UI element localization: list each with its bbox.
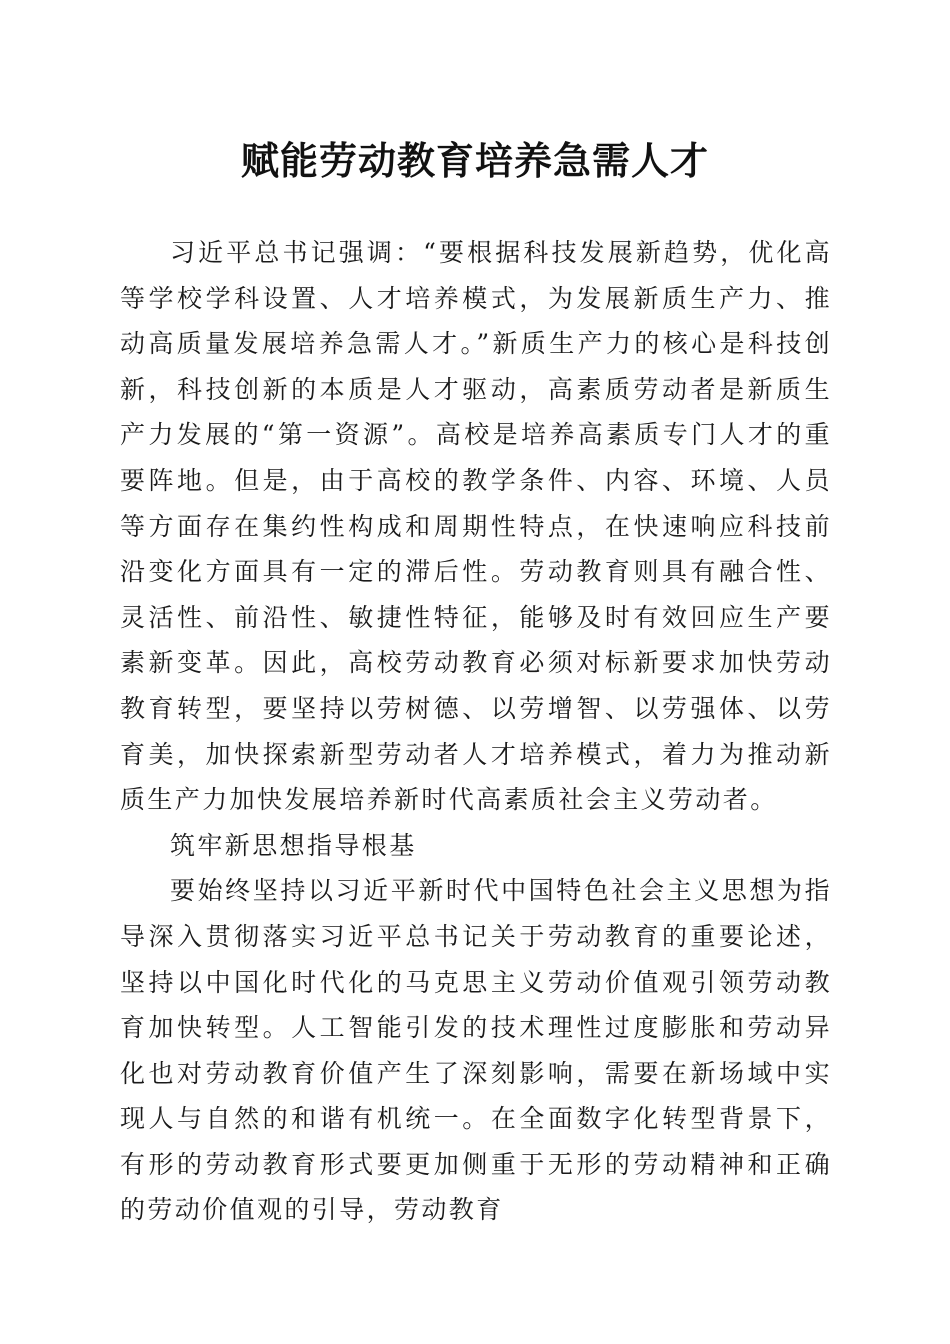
document-title: 赋能劳动教育培养急需人才: [240, 138, 709, 183]
section-heading: 筑牢新思想指导根基: [170, 830, 417, 860]
paragraph-section-1: 要始终坚持以习近平新时代中国特色社会主义思想为指导深入贯彻落实习近平总书记关于劳动教育的重要论述，坚持以中国化时代化的马克思主义劳动价值观引领劳动教育加快转型。人工智能引发的技术理性过度膨胀和劳动异化也对劳动教育价值产生了深刻影响，需要在新场域中实现人与自然的和谐有机统一。在全面数字化转型背景下，有形的劳动教育形式要更加侧重于无形的劳动精神和正确的劳动价值观的引导，劳动教育: [120, 876, 832, 1225]
paragraph-intro: 习近平总书记强调：“要根据科技发展新趋势，优化高等学校学科设置、人才培养模式，为发展新质生产力、推动高质量发展培养急需人才。”新质生产力的核心是科技创新，科技创新的本质是人才驱动，高素质劳动者是新质生产力发展的“第一资源”。高校是培养高素质专门人才的重要阵地。但是，由于高校的教学条件、内容、环境、人员等方面存在集约性构成和周期性特点，在快速响应科技前沿变化方面具有一定的滞后性。劳动教育则具有融合性、灵活性、前沿性、敏捷性特征，能够及时有效回应生产要素新变革。因此，高校劳动教育必须对标新要求加快劳动教育转型，要坚持以劳树德、以劳增智、以劳强体、以劳育美，加快探索新型劳动者人才培养模式，着力为推动新质生产力加快发展培养新时代高素质社会主义劳动者。: [120, 238, 832, 815]
document-body: [120, 230, 832, 1233]
